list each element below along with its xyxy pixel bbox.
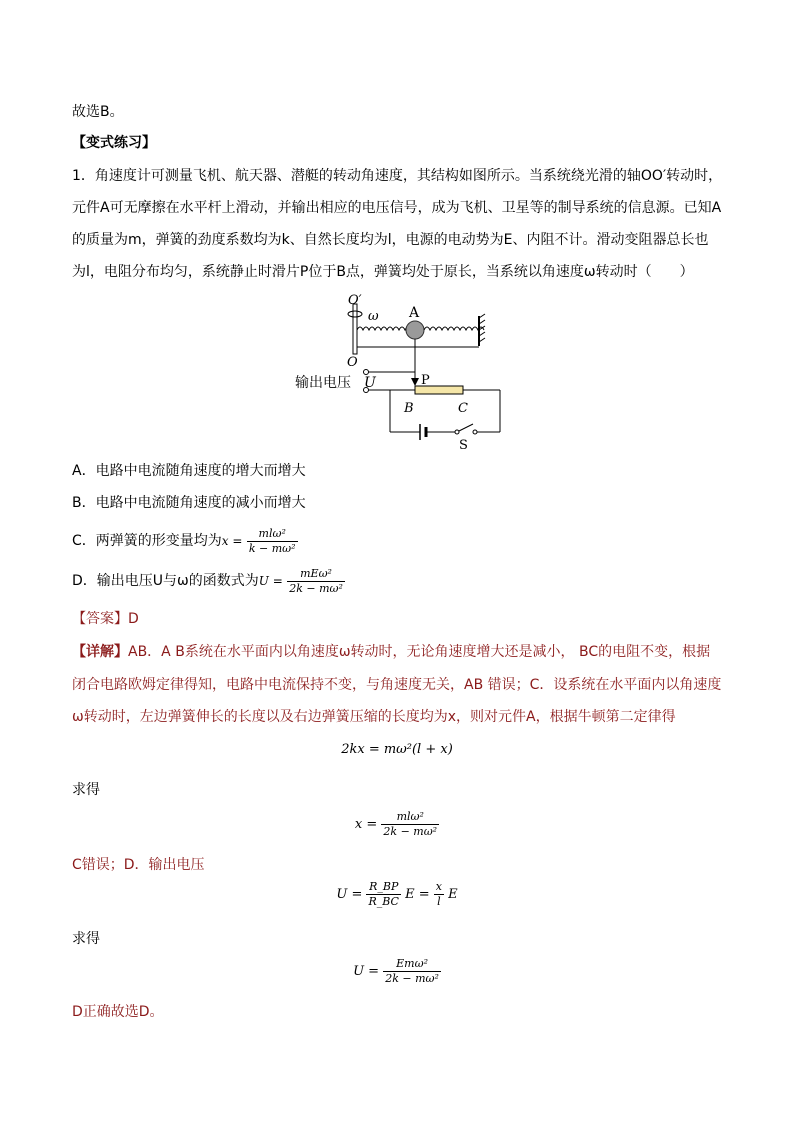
detail-line-1 <box>72 642 710 662</box>
question-text-line-1: 1．角速度计可测量飞机、航天器、潜艇的转动角速度，其结构如图所示。当系统绕光滑的轴OO′转动时， <box>72 168 723 184</box>
equation-u-tail: E <box>448 887 458 902</box>
right-spring <box>424 327 484 330</box>
equation-x-numerator: mlω² <box>381 810 439 825</box>
angular-velocity-meter-diagram <box>290 292 520 452</box>
equation-u-final-denominator: 2k − mω² <box>385 972 439 985</box>
resistance-bc: R_BC <box>368 895 399 908</box>
label-b: B <box>404 401 414 416</box>
equation-newton: 2kx = mω²(l + x) <box>341 742 453 757</box>
option-d-text: D．输出电压 <box>72 573 153 589</box>
equation-x-fraction <box>381 810 439 839</box>
label-p: P <box>421 373 430 388</box>
question-text-line-2: 元件A可无摩擦在水平杆上滑动，并输出相应的电压信号，成为飞机、卫星等的制导系统的信息源。已知A <box>72 200 722 216</box>
output-terminal-top <box>364 370 369 375</box>
equation-u-final-numerator: Emω² <box>383 957 441 972</box>
equation-u-fraction-length <box>434 880 444 909</box>
equation-u-lhs: U = <box>336 887 363 902</box>
option-c-text: C．两弹簧的形变量均为 <box>72 533 222 549</box>
equation-x-lhs: x = <box>354 817 378 832</box>
d-correct-line: D正确故选D。 <box>72 1004 164 1020</box>
option-a: A．电路中电流随角速度的增大而增大 <box>72 463 306 479</box>
slider-p-arrow-icon <box>411 378 419 386</box>
equation-x-denominator: 2k − mω² <box>383 825 438 838</box>
label-a: A <box>409 305 420 321</box>
option-d-lhs: U = <box>258 574 283 588</box>
section-title: 【变式练习】 <box>72 135 156 151</box>
option-d-denominator: 2k − mω² <box>289 581 343 595</box>
option-c-lhs: x = <box>221 534 243 548</box>
option-d-numerator: mEω² <box>287 567 345 582</box>
label-u: U <box>364 375 376 391</box>
qiu-de-1: 求得 <box>72 782 100 798</box>
equation-u-final-lhs: U = <box>353 964 380 979</box>
option-d-fraction <box>287 567 345 596</box>
length-l: l <box>437 895 441 908</box>
option-d <box>72 566 345 596</box>
option-b: B．电路中电流随角速度的减小而增大 <box>72 495 306 511</box>
label-o-prime: O′ <box>348 293 362 308</box>
option-d-mid: U与ω的函数式为 <box>152 573 259 589</box>
equation-u-mid: E = <box>405 887 430 902</box>
equation-x <box>0 810 794 839</box>
c-wrong-line: C错误；D．输出电压 <box>72 857 205 873</box>
detail-label: 【详解】 <box>72 644 128 660</box>
qiu-de-2: 求得 <box>72 931 100 947</box>
detail-line-3: ω转动时，左边弹簧伸长的长度以及右边弹簧压缩的长度均为x，则对元件A，根据牛顿第二定律得 <box>72 709 676 725</box>
length-x: x <box>435 880 442 893</box>
conclusion-previous: 故选B。 <box>72 104 124 120</box>
equation-u-fraction-resistance <box>366 880 401 909</box>
equation-u-final-fraction <box>383 957 441 986</box>
label-c: C <box>458 401 468 416</box>
equation-u-final <box>0 957 794 986</box>
label-omega: ω <box>368 309 379 324</box>
option-c <box>72 526 298 556</box>
label-output-voltage: 输出电压 <box>295 375 351 391</box>
equation-u-ratio <box>0 880 794 909</box>
mass-ball-a <box>406 321 424 339</box>
option-c-fraction <box>247 527 298 556</box>
option-c-denominator: k − mω² <box>248 541 296 555</box>
switch-icon <box>455 430 459 434</box>
detail-line-2: 闭合电路欧姆定律得知，电路中电流保持不变，与角速度无关，AB 错误；C．设系统在水平面内以角速度 <box>72 677 722 693</box>
detail-text-1: AB．A B系统在水平面内以角速度ω转动时，无论角速度增大还是减小， BC的电阻不变，根据 <box>128 644 711 660</box>
label-s: S <box>459 438 468 452</box>
option-c-numerator: mlω² <box>247 527 298 542</box>
question-text-line-3: 的质量为m，弹簧的劲度系数均为k、自然长度均为l，电源的电动势为E、内阻不计。滑动变阻器总长也 <box>72 232 709 248</box>
label-o: O <box>347 355 358 370</box>
answer-line: 【答案】D <box>72 611 139 627</box>
question-text-line-4: 为l，电阻分布均匀，系统静止时滑片P位于B点，弹簧均处于原长，当系统以角速度ω转动时（ ） <box>72 264 694 280</box>
resistance-bp: R_BP <box>366 880 401 895</box>
